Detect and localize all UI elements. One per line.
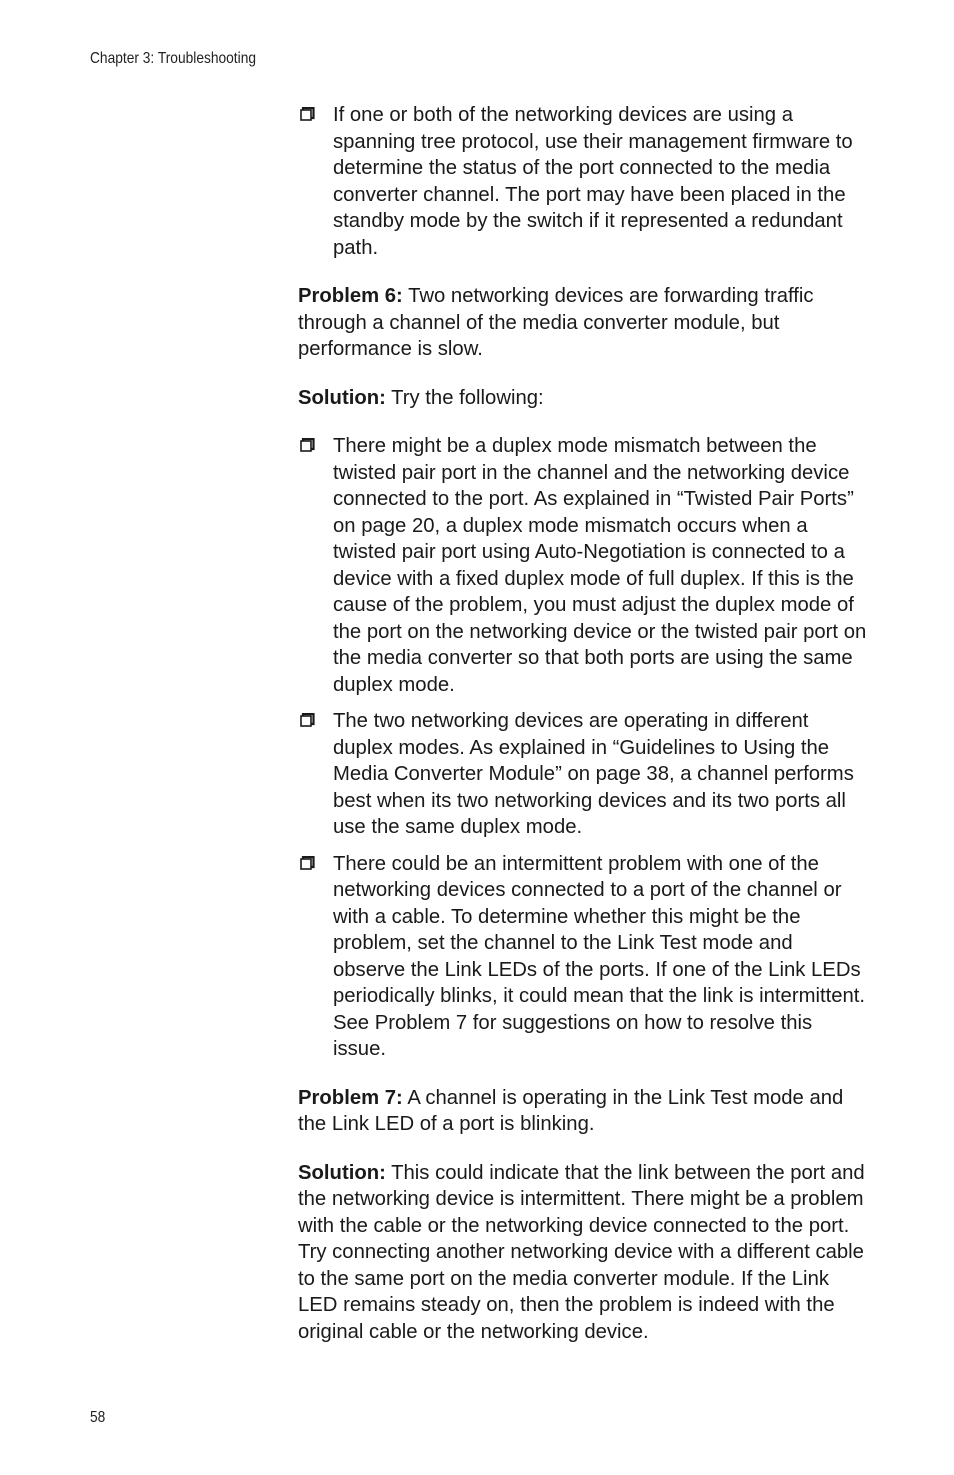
list-item-text: The two networking devices are operating in different duplex modes. As explained in “Guidelines to Using the Media Converter Module” on page 38, a channel performs best when its two networking devices and its two ports all use the same duplex mode. [333, 710, 854, 838]
list-item-text: There could be an intermittent problem with one of the networking devices connected to a port of the channel or with a cable. To determine whether this might be the problem, set the channel to the Link Test mode and observe the Link LEDs of the ports. If one of the Link LEDs periodically blinks, it could mean that the link is intermittent. See Problem 7 for suggestions on how to resolve this issue. [333, 852, 866, 1060]
problem-6-text: Two networking devices are forwarding traffic through a channel of the media converter module, but performance is slow. [298, 285, 814, 360]
solution-6 [298, 385, 870, 412]
problem-6 [298, 283, 870, 363]
page-body [298, 102, 870, 1345]
problem-6-label: Problem 6: [298, 285, 403, 307]
checkbox-bullet-icon [300, 713, 315, 728]
solution-6-label: Solution: [298, 386, 386, 409]
list-item [298, 433, 870, 698]
list-item [298, 851, 870, 1063]
list-item-text: If one or both of the networking devices are using a spanning tree protocol, use their management firmware to determine the status of the port connected to the media converter channel. The port may have been placed in the standby mode by the switch if it represented a redundant path. [333, 104, 853, 259]
solution-7-text: This could indicate that the link between the port and the networking device is intermittent. There might be a problem with the cable or the networking device connected to the port. Try connecting another networking device with a different cable to the same port on the media converter module. If the Link LED remains steady on, then the problem is indeed with the original cable or the networking device. [298, 1161, 865, 1343]
checkbox-bullet-icon [300, 107, 315, 122]
page-number: 58 [90, 1409, 106, 1426]
solution-6-text: Try the following: [385, 386, 544, 409]
list-item [298, 102, 870, 261]
solution-7-label: Solution: [298, 1161, 386, 1184]
checkbox-bullet-icon [300, 438, 315, 453]
solution-7 [298, 1160, 870, 1346]
solution-6-list [298, 433, 870, 1063]
list-item-text: There might be a duplex mode mismatch between the twisted pair port in the channel and the networking device connected to the port. As explained in “Twisted Pair Ports” on page 20, a duplex mode mismatch occurs when a twisted pair port using Auto-Negotiation is connected to a device with a fixed duplex mode of full duplex. If this is the cause of the problem, you must adjust the duplex mode of the port on the networking device or the twisted pair port on the media converter so that both ports are using the same duplex mode. [333, 435, 867, 696]
problem-7-text: A channel is operating in the Link Test mode and the Link LED of a port is blinking. [298, 1086, 844, 1135]
running-header: Chapter 3: Troubleshooting [90, 50, 256, 67]
problem-7-label: Problem 7: [298, 1086, 403, 1109]
checkbox-bullet-icon [300, 856, 315, 871]
problem-7 [298, 1085, 870, 1138]
list-item [298, 708, 870, 841]
